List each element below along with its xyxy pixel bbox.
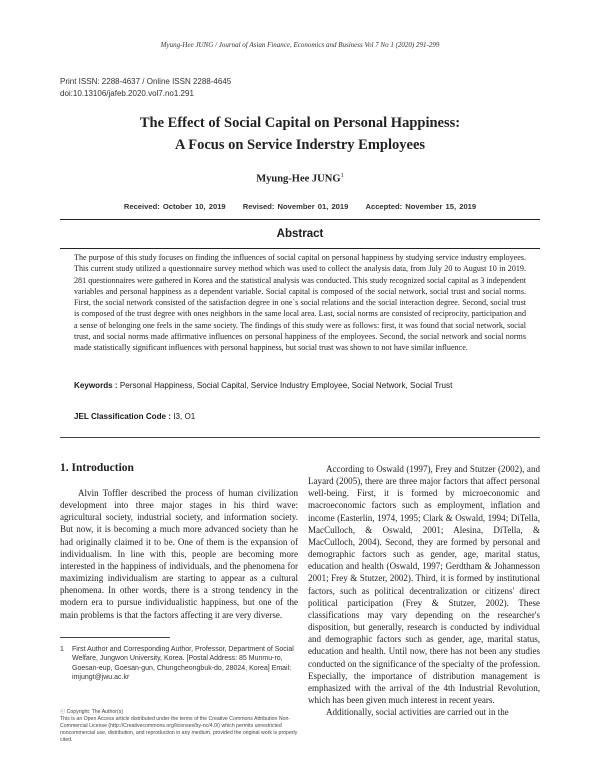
footnote-number: 1	[60, 646, 64, 653]
abstract-heading: Abstract	[60, 219, 540, 249]
right-column	[308, 463, 540, 718]
section-divider	[60, 437, 540, 438]
author-footnote-marker: 1	[340, 172, 344, 179]
jel-label: JEL Classification Code :	[74, 412, 171, 421]
intro-paragraph-3: Additionally, social activities are carried out in the	[326, 707, 509, 718]
jel-codes: I3, O1	[171, 412, 196, 421]
submission-dates	[0, 202, 600, 211]
copyright-line: ⓒ Copyright: The Author(s)	[60, 709, 124, 715]
keywords	[74, 381, 534, 390]
author-name	[0, 172, 600, 185]
footnote-divider	[60, 637, 170, 638]
abstract-text: The purpose of this study focuses on finding the influences of social capital on personal happiness by studying service industry employees. This current study utilized a questionnaire survey method which was used to collect the analysis data, from July 20 to August 10 in 2019. 281 questionnaires were gathered in Korea and the statistical analysis was conducted. This study recognized social capital as 3 independent variables and personal happiness as a dependent variable. Social capital is composed of the social network, social trust and social norms. First, the social network consisted of the satisfaction degree in one`s social relations and the social interaction degree. Second, social trust is composed of the trust degree with ones neighbors in the same local area. Last, social norms are consisted of reciprocity, participation and a sense of belonging one feels in the same society. The findings of this study were as follows: first, it was found that social network, social trust, and social norms made affirmative influences on personal happiness of the employees. Second, the social network and social norms made statistically significant influences with personal happiness, but social trust was shown to not have similar influence.	[74, 253, 526, 353]
issn-line: Print ISSN: 2288-4637 / Online ISSN 2288-4645	[60, 77, 232, 86]
introduction-heading: 1. Introduction	[60, 462, 134, 474]
jel-classification	[74, 412, 534, 421]
author-footnote	[60, 645, 300, 682]
accepted-date: Accepted: November 15, 2019	[365, 202, 477, 211]
keywords-text: Personal Happiness, Social Capital, Service Industry Employee, Social Network, Social Trust	[117, 381, 453, 390]
received-date: Received: October 10, 2019	[123, 202, 226, 211]
footnote-text: First Author and Corresponding Author, Professor, Department of Social Welfare, Jungwon University, Korea. [Postal Address: 85 Munmu-ro, Goesan-eup, Goesan-gun, Chungcheongbuk-do, 28024, Korea] Email: imjungt@jwu.ac.kr	[72, 646, 294, 681]
title-line-1: The Effect of Social Capital on Personal Happiness:	[139, 115, 461, 131]
paper-title	[0, 112, 600, 156]
title-line-2: A Focus on Service Inderstry Employees	[174, 137, 426, 153]
revised-date: Revised: November 01, 2019	[242, 202, 349, 211]
keywords-label: Keywords :	[74, 381, 118, 390]
license-notice	[60, 709, 305, 744]
author-text: Myung-Hee JUNG	[256, 173, 341, 185]
license-text: This is an Open Access article distributed under the terms of the Creative Commons Attribution Non-Commercial License (http://Creativecommons.org/licenses/by-nc/4.0/) which permits unrestricted noncommercial use, distribution, and reproduction in any medium, provided the original work is properly cited.	[60, 716, 298, 744]
issn-block	[60, 76, 231, 100]
intro-paragraph-1: Alvin Toffler described the process of human civilization development into three major stages in his third wave: agricultural society, industrial society, and information society. But now, it is becoming a much more advanced society than he had originally claimed it to be. One of them is the expansion of individualism. In line with this, people are becoming more interested in the happiness of individuals, and the phenomena for maximizing individualism are starting to appear as a cultural phenomena. In other words, there is a strong tendency in the modern era to pursue individualistic happiness, but one of the main problems is that the factors affecting it are very diverse.	[60, 488, 298, 620]
left-column	[60, 487, 298, 621]
intro-paragraph-2: According to Oswald (1997), Frey and Stutzer (2002), and Layard (2005), there are three major factors that affect personal well-being. First, it is formed by microeconomic and macroeconomic factors such as employment, inflation and income (Easterlin, 1974, 1995; Clark & Oswald, 1994; DiTella, MacCulloch, & Oswald, 2001; Alesina, DiTella, & MacCulloch, 2004). Second, they are formed by personal and demographic factors such as gender, age, marital status, education and health (Oswald, 1997; Gerdtham & Johannesson 2001; Frey & Stutzer, 2002). Third, it is formed by institutional factors, such as political decentralization or citizens' direct political participation (Frey & Stutzer, 2002). These classifications may vary depending on the researcher's disposition, but generally, research is conducted by individual and demographic factors such as gender, age, marital status, education and health. Until now, there has not been any studies conducted on the significance of the specialty of the profession. Especially, the importance of distribution management is emphasized with the arrival of the 4th Industrial Revolution, which has been given much interest in recent years.	[308, 464, 540, 705]
running-head: Myung-Hee JUNG / Journal of Asian Finance, Economics and Business Vol 7 No 1 (2020) 291-299	[160, 41, 440, 49]
doi-line: doi:10.13106/jafeb.2020.vol7.no1.291	[60, 89, 194, 98]
